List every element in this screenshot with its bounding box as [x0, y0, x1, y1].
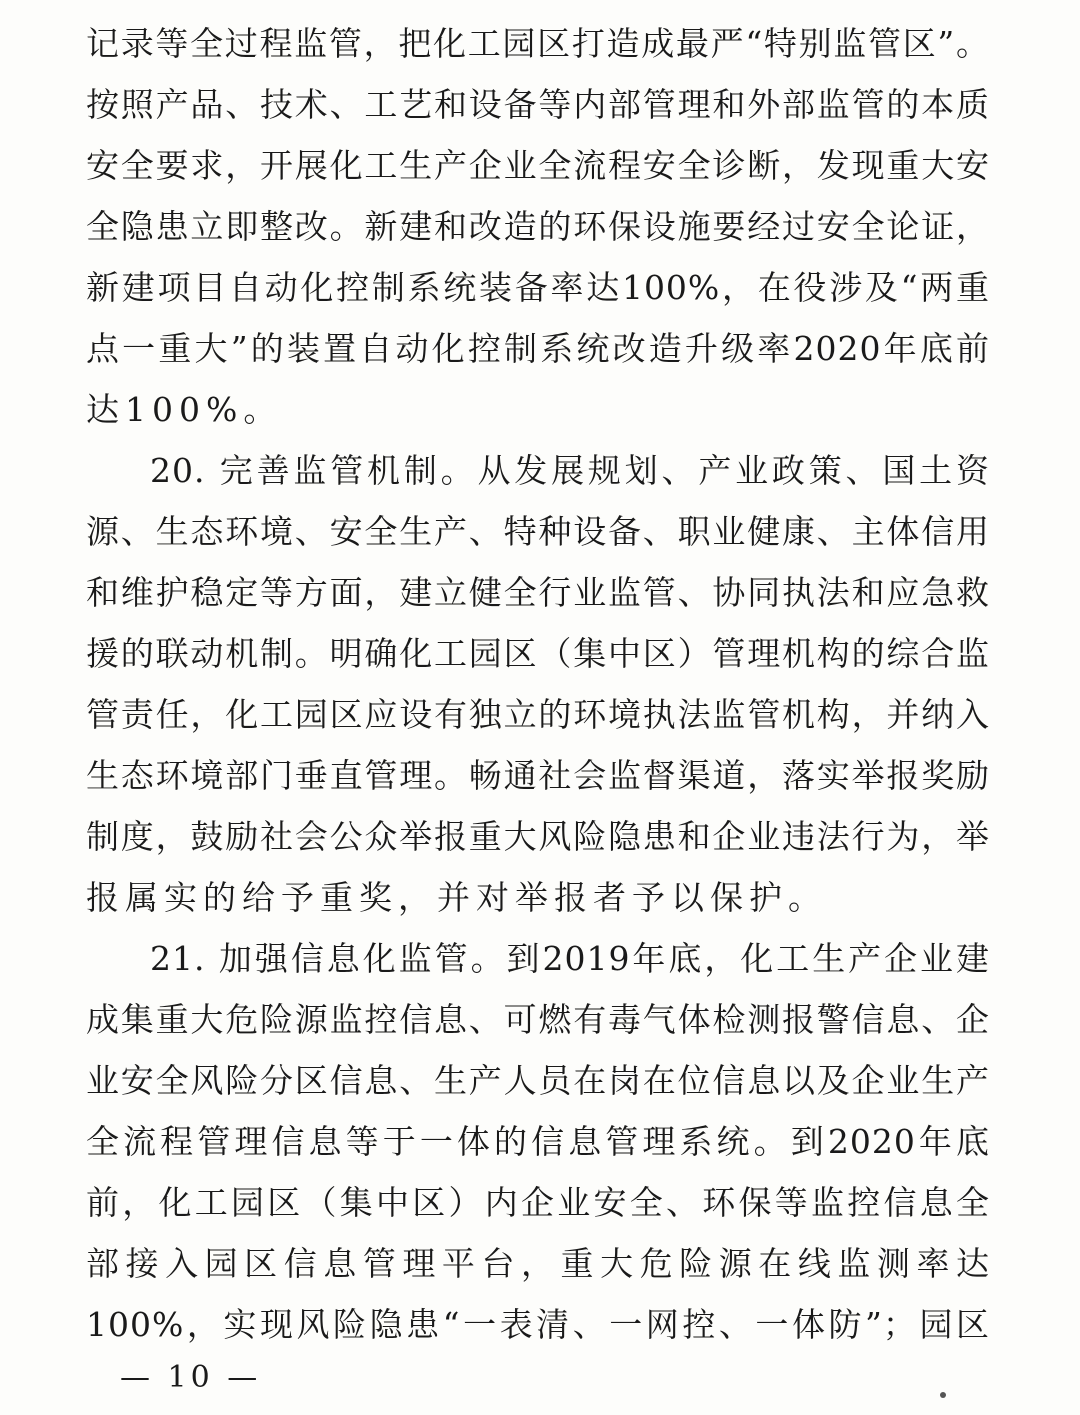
- text-line: 成集重大危险源监控信息、可燃有毒气体检测报警信息、企: [86, 1000, 990, 1039]
- scan-speck: [940, 1392, 946, 1398]
- text-line: 业安全风险分区信息、生产人员在岗在位信息以及企业生产: [86, 1061, 990, 1100]
- text-line: 援的联动机制。明确化工园区（集中区）管理机构的综合监: [86, 634, 990, 673]
- text-line: 全隐患立即整改。新建和改造的环保设施要经过安全论证，: [86, 207, 990, 246]
- section-21-heading-line: 21. 加强信息化监管。到2019年底，化工生产企业建: [150, 939, 990, 978]
- text-line: 管责任，化工园区应设有独立的环境执法监管机构，并纳入: [86, 695, 990, 734]
- text-line: 新建项目自动化控制系统装备率达100%，在役涉及“两重: [86, 268, 990, 307]
- text-line: 源、生态环境、安全生产、特种设备、职业健康、主体信用: [86, 512, 990, 551]
- text-line: 按照产品、技术、工艺和设备等内部管理和外部监管的本质: [86, 85, 990, 124]
- page-number: — 10 —: [120, 1360, 262, 1395]
- text-line: 100%，实现风险隐患“一表清、一网控、一体防”；园区: [86, 1305, 990, 1344]
- text-line: 安全要求，开展化工生产企业全流程安全诊断，发现重大安: [86, 146, 990, 185]
- text-line: 记录等全过程监管，把化工园区打造成最严“特别监管区”。: [86, 24, 990, 63]
- text-line: 生态环境部门垂直管理。畅通社会监督渠道，落实举报奖励: [86, 756, 990, 795]
- section-20-heading-line: 20. 完善监管机制。从发展规划、产业政策、国土资: [150, 451, 990, 490]
- text-line: 和维护稳定等方面，建立健全行业监管、协同执法和应急救: [86, 573, 990, 612]
- text-line: 报属实的给予重奖，并对举报者予以保护。: [86, 878, 827, 917]
- text-line: 前，化工园区（集中区）内企业安全、环保等监控信息全: [86, 1183, 990, 1222]
- text-line: 点一重大”的装置自动化控制系统改造升级率2020年底前: [86, 329, 990, 368]
- text-line: 制度，鼓励社会公众举报重大风险隐患和企业违法行为，举: [86, 817, 990, 856]
- text-line: 部接入园区信息管理平台，重大危险源在线监测率达: [86, 1244, 990, 1283]
- text-line: 全流程管理信息等于一体的信息管理系统。到2020年底: [86, 1122, 990, 1161]
- text-line: 达100%。: [86, 390, 283, 429]
